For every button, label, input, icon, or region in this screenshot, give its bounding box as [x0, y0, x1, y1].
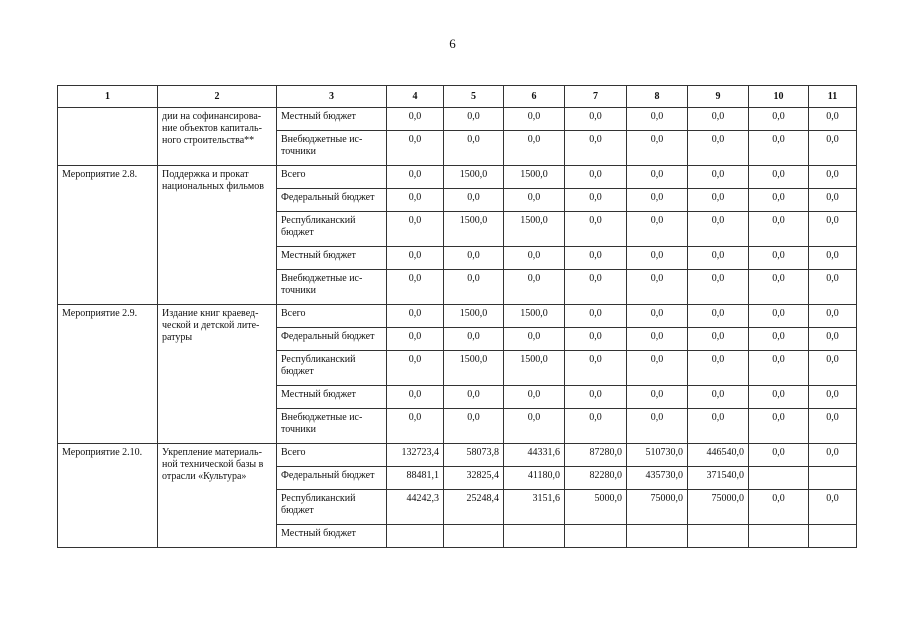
funding-source-cell: Федеральный бюджет — [277, 328, 387, 351]
value-cell: 0,0 — [565, 305, 627, 328]
value-cell: 0,0 — [627, 351, 688, 386]
value-cell: 0,0 — [504, 131, 565, 166]
funding-source-cell: Местный бюджет — [277, 386, 387, 409]
value-cell: 0,0 — [504, 108, 565, 131]
value-cell: 0,0 — [749, 108, 809, 131]
page-number: 6 — [449, 36, 456, 51]
value-cell: 0,0 — [444, 409, 504, 444]
value-cell: 0,0 — [387, 212, 444, 247]
value-cell: 132723,4 — [387, 444, 444, 467]
value-cell — [627, 525, 688, 548]
value-cell: 0,0 — [387, 351, 444, 386]
value-cell: 0,0 — [749, 131, 809, 166]
header-cell: 11 — [809, 86, 857, 108]
value-cell: 0,0 — [444, 247, 504, 270]
value-cell: 0,0 — [387, 409, 444, 444]
value-cell: 0,0 — [565, 108, 627, 131]
value-cell: 0,0 — [504, 247, 565, 270]
value-cell: 0,0 — [444, 131, 504, 166]
value-cell: 0,0 — [749, 305, 809, 328]
funding-source-cell: Всего — [277, 305, 387, 328]
value-cell: 1500,0 — [444, 305, 504, 328]
value-cell — [688, 525, 749, 548]
value-cell: 0,0 — [809, 270, 857, 305]
funding-source-cell: Всего — [277, 166, 387, 189]
value-cell: 0,0 — [627, 166, 688, 189]
funding-source-cell: Внебюджетные ис-точники — [277, 270, 387, 305]
value-cell: 0,0 — [688, 189, 749, 212]
value-cell: 41180,0 — [504, 467, 565, 490]
funding-source-cell: Республиканский бюджет — [277, 490, 387, 525]
value-cell — [809, 525, 857, 548]
table-row — [58, 305, 857, 328]
value-cell: 0,0 — [627, 270, 688, 305]
value-cell: 1500,0 — [444, 166, 504, 189]
value-cell: 88481,1 — [387, 467, 444, 490]
value-cell — [749, 467, 809, 490]
value-cell: 0,0 — [444, 386, 504, 409]
value-cell: 0,0 — [749, 444, 809, 467]
value-cell: 82280,0 — [565, 467, 627, 490]
value-cell — [749, 525, 809, 548]
value-cell: 0,0 — [809, 166, 857, 189]
value-cell: 0,0 — [809, 131, 857, 166]
value-cell: 0,0 — [627, 108, 688, 131]
value-cell: 0,0 — [627, 189, 688, 212]
value-cell: 0,0 — [387, 166, 444, 189]
value-cell: 0,0 — [749, 328, 809, 351]
value-cell — [809, 467, 857, 490]
header-cell: 5 — [444, 86, 504, 108]
value-cell: 0,0 — [749, 490, 809, 525]
header-cell: 3 — [277, 86, 387, 108]
value-cell: 0,0 — [565, 189, 627, 212]
value-cell: 0,0 — [688, 305, 749, 328]
value-cell: 0,0 — [809, 212, 857, 247]
value-cell: 1500,0 — [504, 212, 565, 247]
value-cell: 87280,0 — [565, 444, 627, 467]
value-cell: 44242,3 — [387, 490, 444, 525]
header-cell: 2 — [158, 86, 277, 108]
header-cell: 1 — [58, 86, 158, 108]
value-cell: 0,0 — [565, 247, 627, 270]
value-cell: 0,0 — [627, 305, 688, 328]
value-cell: 0,0 — [504, 328, 565, 351]
measure-name-cell: Поддержка и прокат национальных фильмов — [158, 166, 277, 305]
funding-source-cell: Местный бюджет — [277, 525, 387, 548]
value-cell: 0,0 — [504, 386, 565, 409]
header-cell: 6 — [504, 86, 565, 108]
value-cell: 0,0 — [387, 189, 444, 212]
value-cell: 0,0 — [688, 270, 749, 305]
value-cell: 0,0 — [387, 386, 444, 409]
measure-cell: Мероприятие 2.8. — [58, 166, 158, 305]
value-cell: 0,0 — [688, 328, 749, 351]
funding-source-cell: Местный бюджет — [277, 247, 387, 270]
value-cell: 0,0 — [809, 247, 857, 270]
table-row — [58, 108, 857, 131]
measure-name-cell: Укрепление материаль-ной технической базы в отрасли «Культура» — [158, 444, 277, 548]
value-cell: 435730,0 — [627, 467, 688, 490]
value-cell: 0,0 — [809, 351, 857, 386]
value-cell: 0,0 — [387, 108, 444, 131]
header-cell: 10 — [749, 86, 809, 108]
value-cell: 0,0 — [809, 108, 857, 131]
funding-source-cell: Внебюджетные ис-точники — [277, 409, 387, 444]
funding-source-cell: Местный бюджет — [277, 108, 387, 131]
value-cell: 0,0 — [749, 270, 809, 305]
value-cell: 0,0 — [688, 247, 749, 270]
value-cell: 58073,8 — [444, 444, 504, 467]
value-cell: 0,0 — [565, 351, 627, 386]
value-cell — [504, 525, 565, 548]
header-cell: 7 — [565, 86, 627, 108]
value-cell: 0,0 — [444, 328, 504, 351]
value-cell: 0,0 — [688, 166, 749, 189]
budget-table — [57, 85, 857, 548]
value-cell: 371540,0 — [688, 467, 749, 490]
value-cell: 0,0 — [627, 131, 688, 166]
value-cell: 510730,0 — [627, 444, 688, 467]
value-cell: 0,0 — [749, 409, 809, 444]
value-cell: 0,0 — [565, 166, 627, 189]
value-cell: 0,0 — [387, 270, 444, 305]
value-cell: 0,0 — [387, 305, 444, 328]
measure-name-cell: дии на софинансирова-ние объектов капиталь-ного строительства** — [158, 108, 277, 166]
value-cell: 5000,0 — [565, 490, 627, 525]
table-row — [58, 444, 857, 467]
value-cell: 0,0 — [565, 386, 627, 409]
value-cell: 0,0 — [809, 305, 857, 328]
value-cell: 75000,0 — [688, 490, 749, 525]
value-cell: 0,0 — [809, 189, 857, 212]
value-cell — [565, 525, 627, 548]
value-cell: 0,0 — [688, 131, 749, 166]
value-cell: 75000,0 — [627, 490, 688, 525]
funding-source-cell: Внебюджетные ис-точники — [277, 131, 387, 166]
value-cell: 0,0 — [627, 328, 688, 351]
header-cell: 9 — [688, 86, 749, 108]
funding-source-cell: Федеральный бюджет — [277, 189, 387, 212]
value-cell: 0,0 — [688, 351, 749, 386]
value-cell: 0,0 — [809, 386, 857, 409]
value-cell: 0,0 — [444, 189, 504, 212]
value-cell: 0,0 — [504, 270, 565, 305]
value-cell: 0,0 — [809, 444, 857, 467]
funding-source-cell: Федеральный бюджет — [277, 467, 387, 490]
value-cell: 446540,0 — [688, 444, 749, 467]
value-cell: 0,0 — [627, 386, 688, 409]
funding-source-cell: Всего — [277, 444, 387, 467]
value-cell: 0,0 — [565, 328, 627, 351]
header-cell: 8 — [627, 86, 688, 108]
value-cell: 1500,0 — [504, 166, 565, 189]
value-cell: 0,0 — [749, 247, 809, 270]
value-cell: 0,0 — [565, 270, 627, 305]
value-cell: 1500,0 — [504, 305, 565, 328]
funding-source-cell: Республиканский бюджет — [277, 351, 387, 386]
value-cell: 0,0 — [809, 409, 857, 444]
value-cell: 3151,6 — [504, 490, 565, 525]
value-cell: 1500,0 — [444, 212, 504, 247]
value-cell: 0,0 — [627, 247, 688, 270]
value-cell: 0,0 — [387, 247, 444, 270]
value-cell: 0,0 — [749, 166, 809, 189]
value-cell: 44331,6 — [504, 444, 565, 467]
header-cell: 4 — [387, 86, 444, 108]
measure-cell: Мероприятие 2.9. — [58, 305, 158, 444]
header-row — [58, 86, 857, 108]
value-cell: 0,0 — [688, 409, 749, 444]
value-cell: 0,0 — [565, 409, 627, 444]
value-cell — [387, 525, 444, 548]
value-cell: 0,0 — [688, 108, 749, 131]
value-cell: 0,0 — [387, 328, 444, 351]
value-cell: 0,0 — [627, 212, 688, 247]
value-cell: 0,0 — [627, 409, 688, 444]
value-cell: 1500,0 — [444, 351, 504, 386]
value-cell: 1500,0 — [504, 351, 565, 386]
measure-cell: Мероприятие 2.10. — [58, 444, 158, 548]
value-cell: 0,0 — [444, 108, 504, 131]
value-cell: 0,0 — [749, 351, 809, 386]
value-cell: 32825,4 — [444, 467, 504, 490]
table-row — [58, 166, 857, 189]
value-cell: 0,0 — [809, 490, 857, 525]
value-cell — [444, 525, 504, 548]
value-cell: 0,0 — [809, 328, 857, 351]
value-cell: 0,0 — [444, 270, 504, 305]
funding-source-cell: Республиканский бюджет — [277, 212, 387, 247]
value-cell: 0,0 — [565, 131, 627, 166]
value-cell: 0,0 — [504, 409, 565, 444]
value-cell: 0,0 — [688, 212, 749, 247]
value-cell: 0,0 — [504, 189, 565, 212]
value-cell: 25248,4 — [444, 490, 504, 525]
value-cell: 0,0 — [387, 131, 444, 166]
measure-name-cell: Издание книг краевед-ческой и детской лите-ратуры — [158, 305, 277, 444]
value-cell: 0,0 — [749, 386, 809, 409]
value-cell: 0,0 — [688, 386, 749, 409]
value-cell: 0,0 — [565, 212, 627, 247]
measure-cell — [58, 108, 158, 166]
value-cell: 0,0 — [749, 212, 809, 247]
value-cell: 0,0 — [749, 189, 809, 212]
